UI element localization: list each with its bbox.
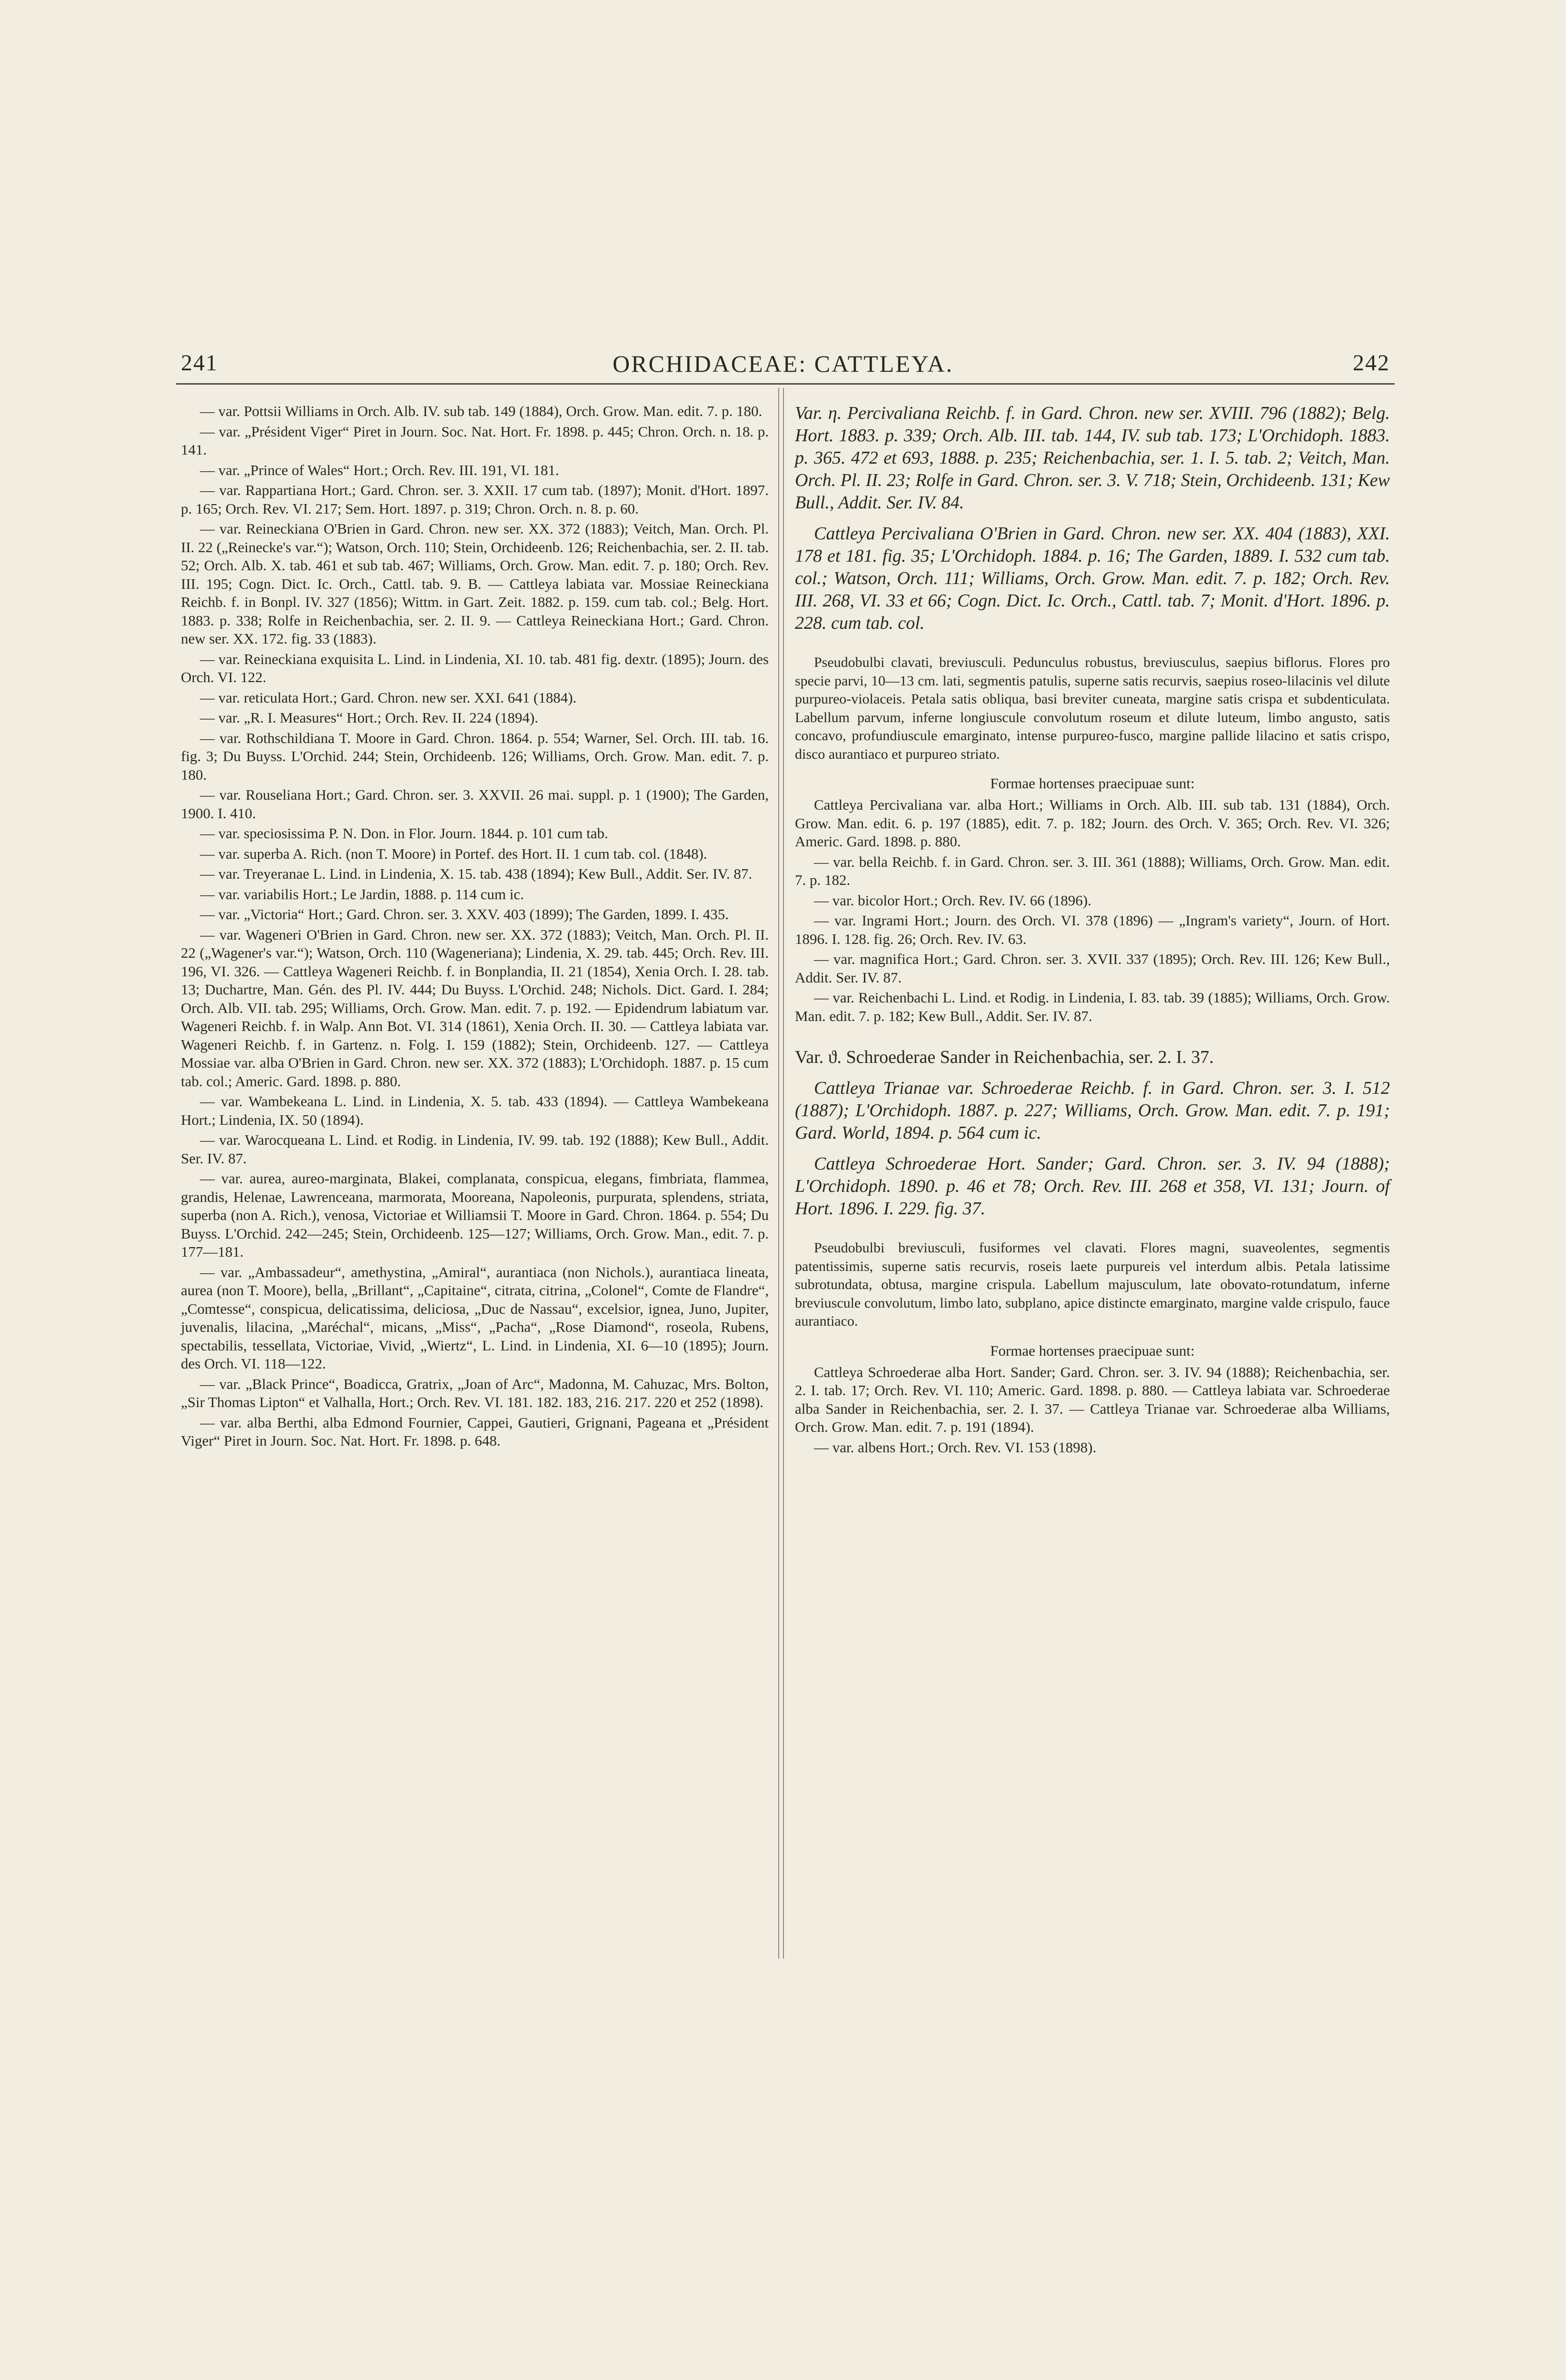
entry: — var. superba A. Rich. (non T. Moore) in Portef. des Hort. II. 1 cum tab. col. (1848). <box>200 845 707 862</box>
page-number-right: 242 <box>1353 350 1390 376</box>
forma-entry: Cattleya Percivaliana var. alba Hort.; Williams in Orch. Alb. III. sub tab. 131 (1884), Orch. Grow. Man. edit. 6. p. 197 (1885), edit. 7. p. 182; Journ. des Orch. V. 365; Orch. Rev. VI. 326; Americ. Gard. 1898. p. 880. <box>795 796 1390 850</box>
entry: — var. reticulata Hort.; Gard. Chron. new ser. XXI. 641 (1884). <box>200 689 577 706</box>
left-column <box>181 402 769 1452</box>
entry: — var. Reineckiana O'Brien in Gard. Chron. new ser. XX. 372 (1883); Veitch, Man. Orch. Pl. II. 22 („Reinecke's var.“); Watson, Orch. 110; Stein, Orchideenb. 126; Reichenbachia, ser. 2. II. tab. 52; Orch. Alb. X. tab. 461 et sub tab. 467; Williams, Orch. Grow. Man. edit. 7. p. 180; Orch. Rev. III. 195; Cogn. Dict. Ic. Orch., Cattl. tab. 9. B. — Cattleya labiata var. Mossiae Reineckiana Reichb. f. in Bonpl. IV. 327 (1856); Wittm. in Gart. Zeit. 1882. p. 159. cum tab. col.; Belg. Hort. 1883. p. 338; Rolfe in Reichenbachia, ser. 2. II. 9. — Cattleya Reineckiana Hort.; Gard. Chron. new ser. XX. 172. fig. 33 (1883). <box>181 520 769 647</box>
entry: — var. Rappartiana Hort.; Gard. Chron. ser. 3. XXII. 17 cum tab. (1897); Monit. d'Hort. 1897. p. 165; Orch. Rev. VI. 217; Sem. Hort. 1897. p. 319; Chron. Orch. n. 8. p. 60. <box>181 482 769 517</box>
forma-entry: — var. magnifica Hort.; Gard. Chron. ser. 3. XVII. 337 (1895); Orch. Rev. III. 126; Kew Bull., Addit. Ser. IV. 87. <box>795 951 1390 986</box>
entry: — var. „Prince of Wales“ Hort.; Orch. Rev. III. 191, VI. 181. <box>200 461 559 478</box>
forma-entry: — var. Reichenbachi L. Lind. et Rodig. in Lindenia, I. 83. tab. 39 (1885); Williams, Orch. Grow. Man. edit. 7. p. 182; Kew Bull., Addit. Ser. IV. 87. <box>795 989 1390 1024</box>
entry: — var. Reineckiana exquisita L. Lind. in Lindenia, XI. 10. tab. 481 fig. dextr. (1895); Journ. des Orch. VI. 122. <box>181 650 769 685</box>
description: Pseudobulbi breviusculi, fusiformes vel clavati. Flores magni, suaveolentes, segmentis patentissimis, superne satis recurvis, roseis laete purpureis vel interdum albis. Petala latissime subrotundata, obtusa, margine crispula. Labellum majusculum, late obovato-rotundatum, inferne breviuscule convolutum, limbo lato, subplano, apice distincte emarginato, margine valde crispulo, fauce aurantiaco. <box>795 1240 1390 1329</box>
entry: — var. speciosissima P. N. Don. in Flor. Journ. 1844. p. 101 cum tab. <box>200 825 608 842</box>
page-number-left: 241 <box>181 350 218 376</box>
entry: — var. „R. I. Measures“ Hort.; Orch. Rev. II. 224 (1894). <box>200 709 538 726</box>
synonym-block: Cattleya Percivaliana O'Brien in Gard. Chron. new ser. XX. 404 (1883), XXI. 178 et 181. fig. 35; L'Orchidoph. 1884. p. 16; The Garden, 1889. I. 532 cum tab. col.; Watson, Orch. 111; Williams, Orch. Grow. Man. edit. 7. p. 182; Orch. Rev. III. 268, VI. 33 et 66; Cogn. Dict. Ic. Orch., Cattl. tab. 7; Monit. d'Hort. 1896. p. 228. cum tab. col. <box>795 524 1390 633</box>
forma-entry: — var. Ingrami Hort.; Journ. des Orch. VI. 378 (1896) — „Ingram's variety“, Journ. of Hort. 1896. I. 128. fig. 26; Orch. Rev. IV. 63. <box>795 912 1390 947</box>
entry: — var. „Président Viger“ Piret in Journ. Soc. Nat. Hort. Fr. 1898. p. 445; Chron. Orch. n. 18. p. 141. <box>181 423 769 458</box>
column-divider-second <box>783 388 784 1959</box>
entry: — var. alba Berthi, alba Edmond Fournier, Cappei, Gautieri, Grignani, Pageana et „Président Viger“ Piret in Journ. Soc. Nat. Hort. Fr. 1898. p. 648. <box>181 1414 769 1449</box>
synonym-block: Cattleya Schroederae Hort. Sander; Gard. Chron. ser. 3. IV. 94 (1888); L'Orchidoph. 1890. p. 46 et 78; Orch. Rev. III. 268 et 358, VI. 131; Journ. of Hort. 1896. I. 229. fig. 37. <box>795 1154 1390 1219</box>
description: Pseudobulbi clavati, breviusculi. Pedunculus robustus, breviusculus, saepius biflorus. Flores pro specie parvi, 10—13 cm. lati, segmentis patulis, superne satis recurvis, saepius roseo-lilacinis vel dilute purpureo-violaceis. Petala satis obliqua, basi breviter cuneata, margine satis crispa et subdenticulata. Labellum parvum, inferne longiuscule convolutum roseum et dilute luteum, limbo angusto, satis concavo, profundiuscule emarginato, intense purpureo-fusco, margine pallide lilacino et satis crispo, disco aurantiaco et purpureo striato. <box>795 654 1390 762</box>
header-rule <box>176 383 1395 385</box>
entry: — var. Warocqueana L. Lind. et Rodig. in Lindenia, IV. 99. tab. 192 (1888); Kew Bull., Addit. Ser. IV. 87. <box>181 1131 769 1167</box>
forma-entry: — var. bella Reichb. f. in Gard. Chron. ser. 3. III. 361 (1888); Williams, Orch. Grow. Man. edit. 7. p. 182. <box>795 853 1390 888</box>
variety-heading-eta: Var. η. Percivaliana Reichb. f. in Gard. Chron. new ser. XVIII. 796 (1882); Belg. Hort. 1883. p. 339; Orch. Alb. III. tab. 144, IV. sub tab. 173; L'Orchidoph. 1883. p. 365. 472 et 693, 1888. p. 235; Reichenbachia, ser. 1. I. 5. tab. 2; Veitch, Man. Orch. Pl. II. 23; Rolfe in Gard. Chron. ser. 3. V. 718; Stein, Orchideenb. 131; Kew Bull., Addit. Ser. IV. 84. <box>795 403 1390 513</box>
page-header <box>0 350 1566 388</box>
variety-heading-theta: Var. ϑ. Schroederae Sander in Reichenbachia, ser. 2. I. 37. <box>795 1047 1214 1067</box>
formae-heading: Formae hortenses praecipuae sunt: <box>990 775 1195 792</box>
entry: — var. „Ambassadeur“, amethystina, „Amiral“, aurantiaca (non Nichols.), aurantiaca lineata, aurea (non T. Moore), bella, „Brillant“, „Capitaine“, citrata, citrina, „Colonel“, Comte de Flandre“, „Comtesse“, conspicua, delicatissima, deliciosa, „Duc de Nassau“, excelsior, ignea, Juno, Jupiter, juvenalis, lilacina, „Maréchal“, micans, „Miss“, „Pacha“, „Rose Diamond“, roseola, Rubens, spectabilis, tessellata, Victoriae, Vivid, „Wiertz“, L. Lind. in Lindenia, XI. 6—10 (1895); Journ. des Orch. VI. 118—122. <box>181 1263 769 1372</box>
synonym-block: Cattleya Trianae var. Schroederae Reichb. f. in Gard. Chron. ser. 3. I. 512 (1887); L'Orchidoph. 1887. p. 227; Williams, Orch. Grow. Man. edit. 7. p. 191; Gard. World, 1894. p. 564 cum ic. <box>795 1078 1390 1143</box>
entry: — var. Pottsii Williams in Orch. Alb. IV. sub tab. 149 (1884), Orch. Grow. Man. edit. 7. p. 180. <box>200 403 763 419</box>
entry: — var. Rouseliana Hort.; Gard. Chron. ser. 3. XXVII. 26 mai. suppl. p. 1 (1900); The Garden, 1900. I. 410. <box>181 786 769 822</box>
entry: — var. Rothschildiana T. Moore in Gard. Chron. 1864. p. 554; Warner, Sel. Orch. III. tab. 16. fig. 3; Du Buyss. L'Orchid. 244; Stein, Orchideenb. 126; Williams, Orch. Grow. Man. edit. 7. p. 180. <box>181 729 769 783</box>
right-column <box>795 402 1390 1458</box>
entry: — var. variabilis Hort.; Le Jardin, 1888. p. 114 cum ic. <box>200 885 524 902</box>
column-divider <box>778 388 779 1959</box>
entry: — var. Wambekeana L. Lind. in Lindenia, X. 5. tab. 433 (1894). — Cattleya Wambekeana Hort.; Lindenia, IX. 50 (1894). <box>181 1093 769 1128</box>
running-title: ORCHIDACEAE: CATTLEYA. <box>613 350 953 377</box>
forma-entry: — var. bicolor Hort.; Orch. Rev. IV. 66 (1896). <box>814 892 1091 909</box>
entry: — var. aurea, aureo-marginata, Blakei, complanata, conspicua, elegans, fimbriata, flammea, grandis, Helenae, Lawrenceana, marmorata, Mooreana, Napoleonis, purpurata, splendens, striata, superba (non A. Rich.), venosa, Victoriae et Williamsii T. Moore in Gard. Chron. 1864. p. 554; Du Buyss. L'Orchid. 242—245; Stein, Orchideenb. 125—127; Williams, Orch. Grow. Man., edit. 7. p. 177—181. <box>181 1170 769 1260</box>
formae-heading: Formae hortenses praecipuae sunt: <box>990 1342 1195 1359</box>
forma-entry: — var. albens Hort.; Orch. Rev. VI. 153 (1898). <box>814 1438 1097 1456</box>
entry: — var. Wageneri O'Brien in Gard. Chron. new ser. XX. 372 (1883); Veitch, Man. Orch. Pl. II. 22 („Wagener's var.“); Watson, Orch. 110 (Wageneriana); Lindenia, X. 29. tab. 445; Orch. Rev. III. 196, VI. 326. — Cattleya Wageneri Reichb. f. in Bonplandia, II. 21 (1854), Xenia Orch. I. 28. tab. 13; Duchartre, Man. Gén. des Pl. IV. 444; Du Buyss. L'Orchid. 248; Nichols. Dict. Gard. I. 284; Orch. Alb. VII. tab. 295; Williams, Orch. Grow. Man. edit. 7. p. 192. — Epidendrum labiatum var. Wageneri Reichb. f. in Walp. Ann Bot. VI. 314 (1861), Xenia Orch. II. 30. — Cattleya labiata var. Wageneri Reichb. f. in Gartenz. n. Folg. I. 159 (1882); Stein, Orchideenb. 127. — Cattleya Mossiae var. alba O'Brien in Gard. Chron. new ser. XX. 372 (1883); L'Orchidoph. 1887. p. 15 cum tab. col.; Americ. Gard. 1898. p. 880. <box>181 926 769 1090</box>
entry: — var. „Victoria“ Hort.; Gard. Chron. ser. 3. XXV. 403 (1899); The Garden, 1899. I. 435. <box>200 906 729 922</box>
entry: — var. Treyeranae L. Lind. in Lindenia, X. 15. tab. 438 (1894); Kew Bull., Addit. Ser. IV. 87. <box>200 865 753 882</box>
entry: — var. „Black Prince“, Boadicca, Gratrix, „Joan of Arc“, Madonna, M. Cahuzac, Mrs. Bolton, „Sir Thomas Lipton“ et Valhalla, Hort.; Orch. Rev. VI. 181. 182. 183, 216. 217. 220 et 252 (1898). <box>181 1375 769 1410</box>
forma-entry: Cattleya Schroederae alba Hort. Sander; Gard. Chron. ser. 3. IV. 94 (1888); Reichenbachia, ser. 2. I. tab. 17; Orch. Rev. VI. 110; Americ. Gard. 1898. p. 880. — Cattleya labiata var. Schroederae alba Sander in Reichenbachia, ser. 2. I. 37. — Cattleya Trianae var. Schroederae alba Williams, Orch. Grow. Man. edit. 7. p. 191 (1894). <box>795 1363 1390 1435</box>
